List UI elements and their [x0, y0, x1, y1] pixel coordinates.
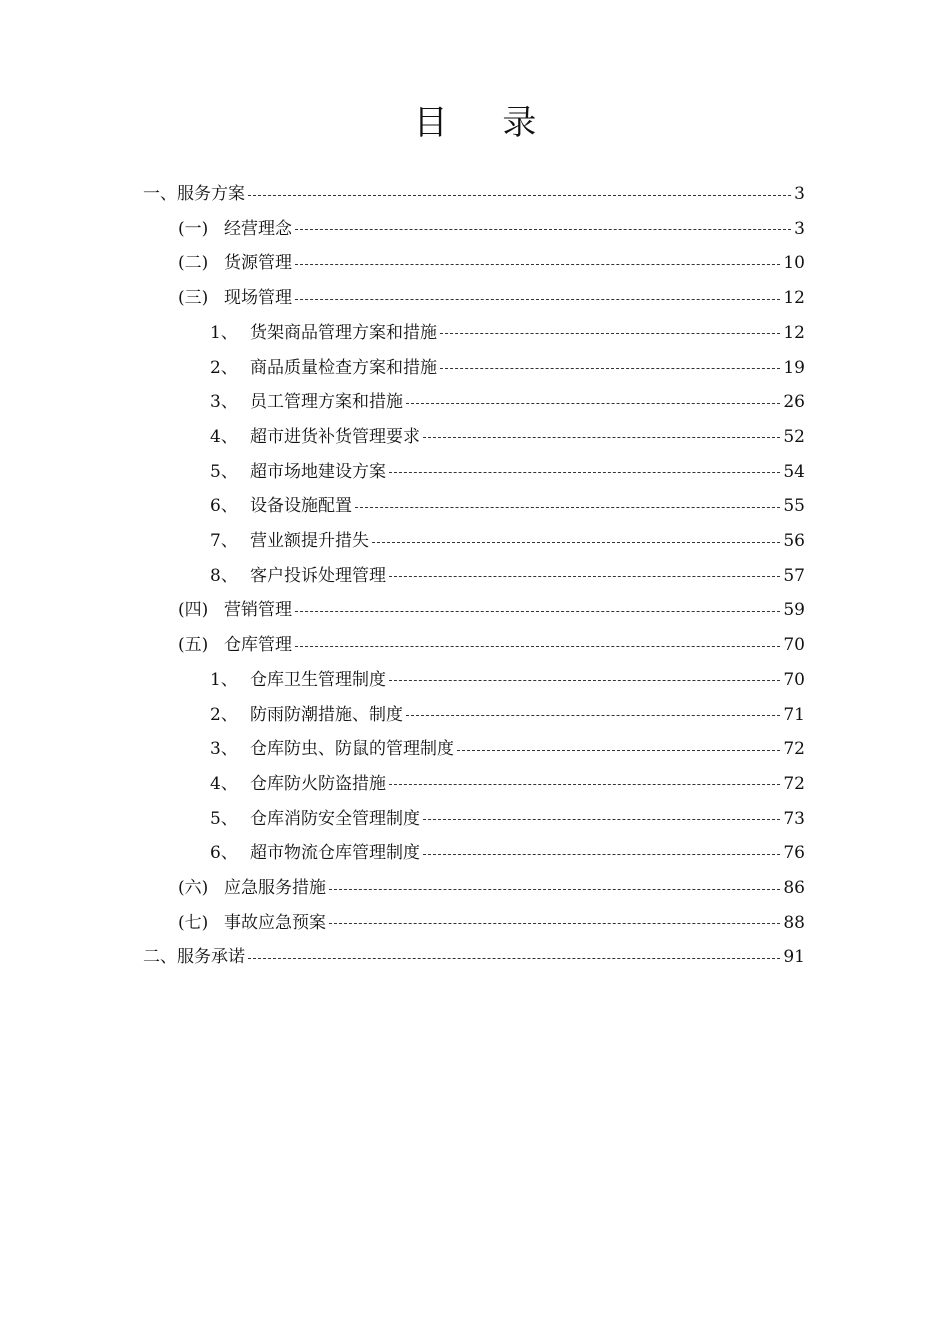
toc-entry-label: [210, 489, 352, 523]
toc-entry-text: 设备设施配置: [250, 496, 352, 517]
toc-entry[interactable]: [178, 593, 805, 627]
toc-entry-label: [178, 281, 292, 315]
toc-dot-leader: [295, 646, 780, 647]
toc-entry-text: 现场管理: [224, 288, 292, 309]
toc-dot-leader: [329, 889, 780, 890]
toc-entry[interactable]: [178, 906, 805, 940]
toc-entry-text: 营销管理: [224, 600, 292, 621]
toc-entry[interactable]: [210, 420, 805, 454]
toc-entry-label: [210, 559, 386, 593]
toc-entry-number: (七): [178, 912, 209, 933]
toc-entry-number: (一): [178, 218, 209, 239]
toc-dot-leader: [355, 507, 780, 508]
toc-entry-label: [210, 420, 420, 454]
toc-dot-leader: [295, 264, 780, 265]
toc-entry-number: (五): [178, 635, 209, 656]
toc-page-number: 70: [783, 635, 805, 656]
toc-page-number: 3: [794, 184, 805, 204]
toc-entry-number: 3、: [210, 392, 238, 413]
toc-entry-text: 仓库消防安全管理制度: [250, 808, 420, 829]
toc-entry[interactable]: [210, 767, 805, 801]
toc-page-number: 72: [783, 773, 805, 794]
toc-dot-leader: [389, 472, 780, 473]
toc-page-number: 52: [783, 426, 805, 447]
toc-entry-number: 一、: [143, 184, 177, 204]
toc-entry-label: [210, 316, 437, 350]
toc-entry-label: [143, 940, 245, 974]
toc-dot-leader: [248, 958, 780, 959]
toc-page-number: 91: [783, 947, 805, 968]
toc-entry-number: 2、: [210, 704, 238, 725]
toc-page-number: 73: [783, 808, 805, 829]
toc-entry-label: [178, 871, 326, 905]
toc-entry[interactable]: [210, 663, 805, 697]
toc-page-number: 12: [783, 322, 805, 343]
toc-entry-text: 超市物流仓库管理制度: [250, 843, 420, 864]
toc-entry-number: (二): [178, 253, 209, 274]
toc-entry-text: 服务方案: [177, 184, 245, 204]
toc-page-number: 54: [783, 461, 805, 482]
toc-entry-number: 3、: [210, 739, 238, 760]
toc-entry[interactable]: [178, 212, 805, 246]
toc-entry[interactable]: [210, 732, 805, 766]
toc-entry-text: 仓库管理: [224, 635, 292, 656]
toc-entry-text: 仓库防火防盗措施: [250, 773, 386, 794]
toc-page-number: 71: [783, 704, 805, 725]
toc-entry-label: [178, 628, 292, 662]
toc-entry-label: [178, 906, 326, 940]
toc-dot-leader: [329, 923, 780, 924]
toc-entry-text: 商品质量检查方案和措施: [250, 357, 437, 378]
toc-entry-text: 员工管理方案和措施: [250, 392, 403, 413]
toc-page-number: 55: [783, 496, 805, 517]
toc-entry[interactable]: [210, 802, 805, 836]
toc-page-number: 88: [783, 912, 805, 933]
toc-entry[interactable]: [210, 351, 805, 385]
toc-page-number: 86: [783, 878, 805, 898]
toc-entry-text: 仓库防虫、防鼠的管理制度: [250, 739, 454, 760]
toc-dot-leader: [295, 299, 780, 300]
toc-entry-label: [178, 593, 292, 627]
toc-dot-leader: [389, 576, 780, 577]
toc-dot-leader: [295, 229, 791, 230]
toc-dot-leader: [295, 611, 780, 612]
toc-dot-leader: [440, 368, 780, 369]
toc-entry-text: 超市场地建设方案: [250, 461, 386, 482]
toc-entry-label: [210, 767, 386, 801]
toc-entry[interactable]: [210, 385, 805, 419]
toc-entry-text: 客户投诉处理管理: [250, 565, 386, 586]
toc-entry-text: 应急服务措施: [224, 878, 326, 898]
toc-entry[interactable]: [210, 524, 805, 558]
toc-dot-leader: [423, 437, 780, 438]
toc-entry-text: 货源管理: [224, 253, 292, 274]
toc-entry-text: 经营理念: [224, 218, 292, 239]
toc-entry-number: 8、: [210, 565, 238, 586]
toc-entry[interactable]: [210, 455, 805, 489]
toc-entry[interactable]: [178, 628, 805, 662]
toc-dot-leader: [423, 819, 780, 820]
toc-entry-label: [210, 385, 403, 419]
toc-dot-leader: [457, 750, 780, 751]
toc-entry-number: 5、: [210, 808, 238, 829]
toc-dot-leader: [248, 195, 791, 196]
toc-entry-number: (四): [178, 600, 209, 621]
toc-entry-label: [210, 455, 386, 489]
toc-entry-label: [178, 212, 292, 246]
toc-entry-number: 5、: [210, 461, 238, 482]
toc-page-number: 72: [783, 739, 805, 760]
toc-dot-leader: [389, 680, 780, 681]
toc-entry-number: 4、: [210, 773, 238, 794]
toc-entry-number: 7、: [210, 531, 238, 551]
toc-dot-leader: [406, 403, 780, 404]
toc-entry-label: [210, 663, 386, 697]
toc-entry-text: 服务承诺: [177, 947, 245, 968]
toc-page-number: 12: [783, 288, 805, 309]
toc-dot-leader: [423, 854, 780, 855]
toc-entry[interactable]: [143, 177, 805, 211]
toc-entry-text: 超市进货补货管理要求: [250, 426, 420, 447]
toc-entry-label: [210, 524, 369, 558]
toc-entry-text: 防雨防潮措施、制度: [250, 704, 403, 725]
toc-entry[interactable]: [210, 316, 805, 350]
toc-entry-number: (六): [178, 878, 209, 898]
toc-entry-label: [210, 836, 420, 870]
toc-entry-label: [178, 246, 292, 280]
toc-entry-text: 仓库卫生管理制度: [250, 669, 386, 690]
toc-entry[interactable]: [178, 871, 805, 905]
toc-entry-text: 货架商品管理方案和措施: [250, 322, 437, 343]
toc-page-number: 59: [783, 600, 805, 621]
toc-page-number: 57: [783, 565, 805, 586]
toc-entry-label: [210, 351, 437, 385]
toc-entry-label: [143, 177, 245, 211]
toc-entry[interactable]: [210, 698, 805, 732]
toc-entry-number: 6、: [210, 496, 238, 517]
toc-dot-leader: [389, 784, 780, 785]
toc-entry[interactable]: [210, 489, 805, 523]
toc-dot-leader: [372, 542, 780, 543]
toc-entry-text: 事故应急预案: [224, 912, 326, 933]
toc-page-number: 26: [783, 392, 805, 413]
toc-entry[interactable]: [143, 940, 805, 974]
toc-entry-number: 1、: [210, 669, 238, 690]
toc-page-number: 10: [783, 253, 805, 274]
toc-entry[interactable]: [178, 246, 805, 280]
toc-entry-number: 4、: [210, 426, 238, 447]
toc-entry-number: 1、: [210, 322, 238, 343]
toc-entry-text: 营业额提升措失: [250, 531, 369, 551]
toc-page-number: 56: [783, 531, 805, 551]
toc-page-number: 3: [794, 218, 805, 239]
toc-entry-label: [210, 698, 403, 732]
toc-entry[interactable]: [210, 559, 805, 593]
toc-entry-number: 二、: [143, 947, 177, 968]
toc-page-number: 19: [783, 357, 805, 378]
toc-page-number: 76: [783, 843, 805, 864]
toc-dot-leader: [440, 333, 780, 334]
page-title: 目 录: [413, 103, 559, 143]
toc-entry-number: 2、: [210, 357, 238, 378]
toc-entry-label: [210, 732, 454, 766]
toc-dot-leader: [406, 715, 780, 716]
toc-page-number: 70: [783, 669, 805, 690]
toc-entry[interactable]: [210, 836, 805, 870]
toc-entry-number: 6、: [210, 843, 238, 864]
toc-entry-number: (三): [178, 288, 209, 309]
toc-entry-label: [210, 802, 420, 836]
toc-entry[interactable]: [178, 281, 805, 315]
